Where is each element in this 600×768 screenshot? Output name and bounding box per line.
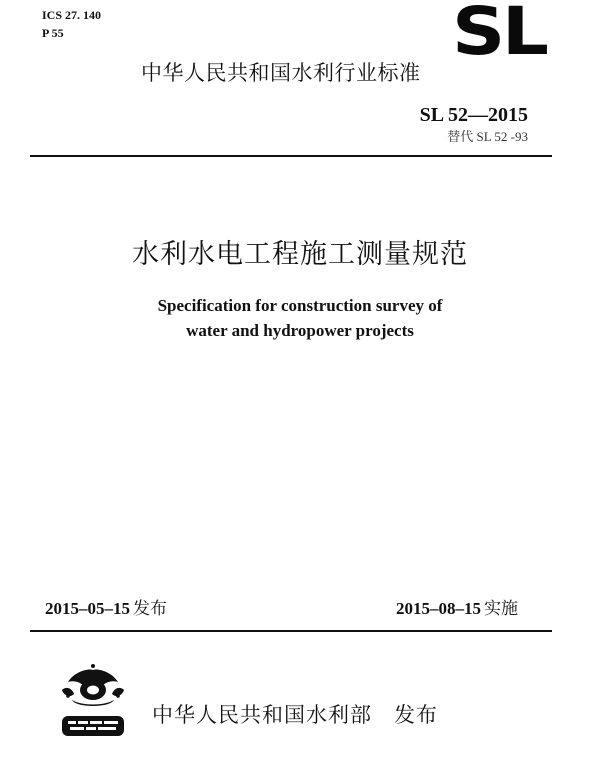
- title-chinese: 水利水电工程施工测量规范: [132, 239, 468, 270]
- implement-date: [396, 598, 518, 620]
- issue-date: [45, 598, 167, 620]
- ics-code: ICS 27. 140: [42, 8, 102, 22]
- issue-date-value: 2015–05–15: [45, 599, 130, 618]
- implement-label: 实施: [484, 599, 518, 619]
- title-english-line2: water and hydropower projects: [186, 321, 414, 340]
- issue-label: 发布: [133, 599, 167, 619]
- implement-date-value: 2015–08–15: [396, 599, 481, 618]
- replaces-note: 替代 SL 52 -93: [447, 129, 528, 144]
- publisher-line: [152, 702, 438, 728]
- standard-number: SL 52—2015: [419, 104, 528, 126]
- title-english-line1: Specification for construction survey of: [157, 296, 443, 315]
- top-divider: [30, 155, 552, 157]
- sl-logo: SL: [452, 0, 546, 70]
- bottom-divider: [30, 630, 552, 632]
- publish-label: 发布: [394, 703, 438, 727]
- publisher-name: 中华人民共和国水利部: [152, 703, 372, 727]
- p-code: P 55: [42, 26, 64, 40]
- industry-standard-heading: 中华人民共和国水利行业标准: [141, 61, 421, 85]
- ministry-seal-icon: [48, 660, 138, 742]
